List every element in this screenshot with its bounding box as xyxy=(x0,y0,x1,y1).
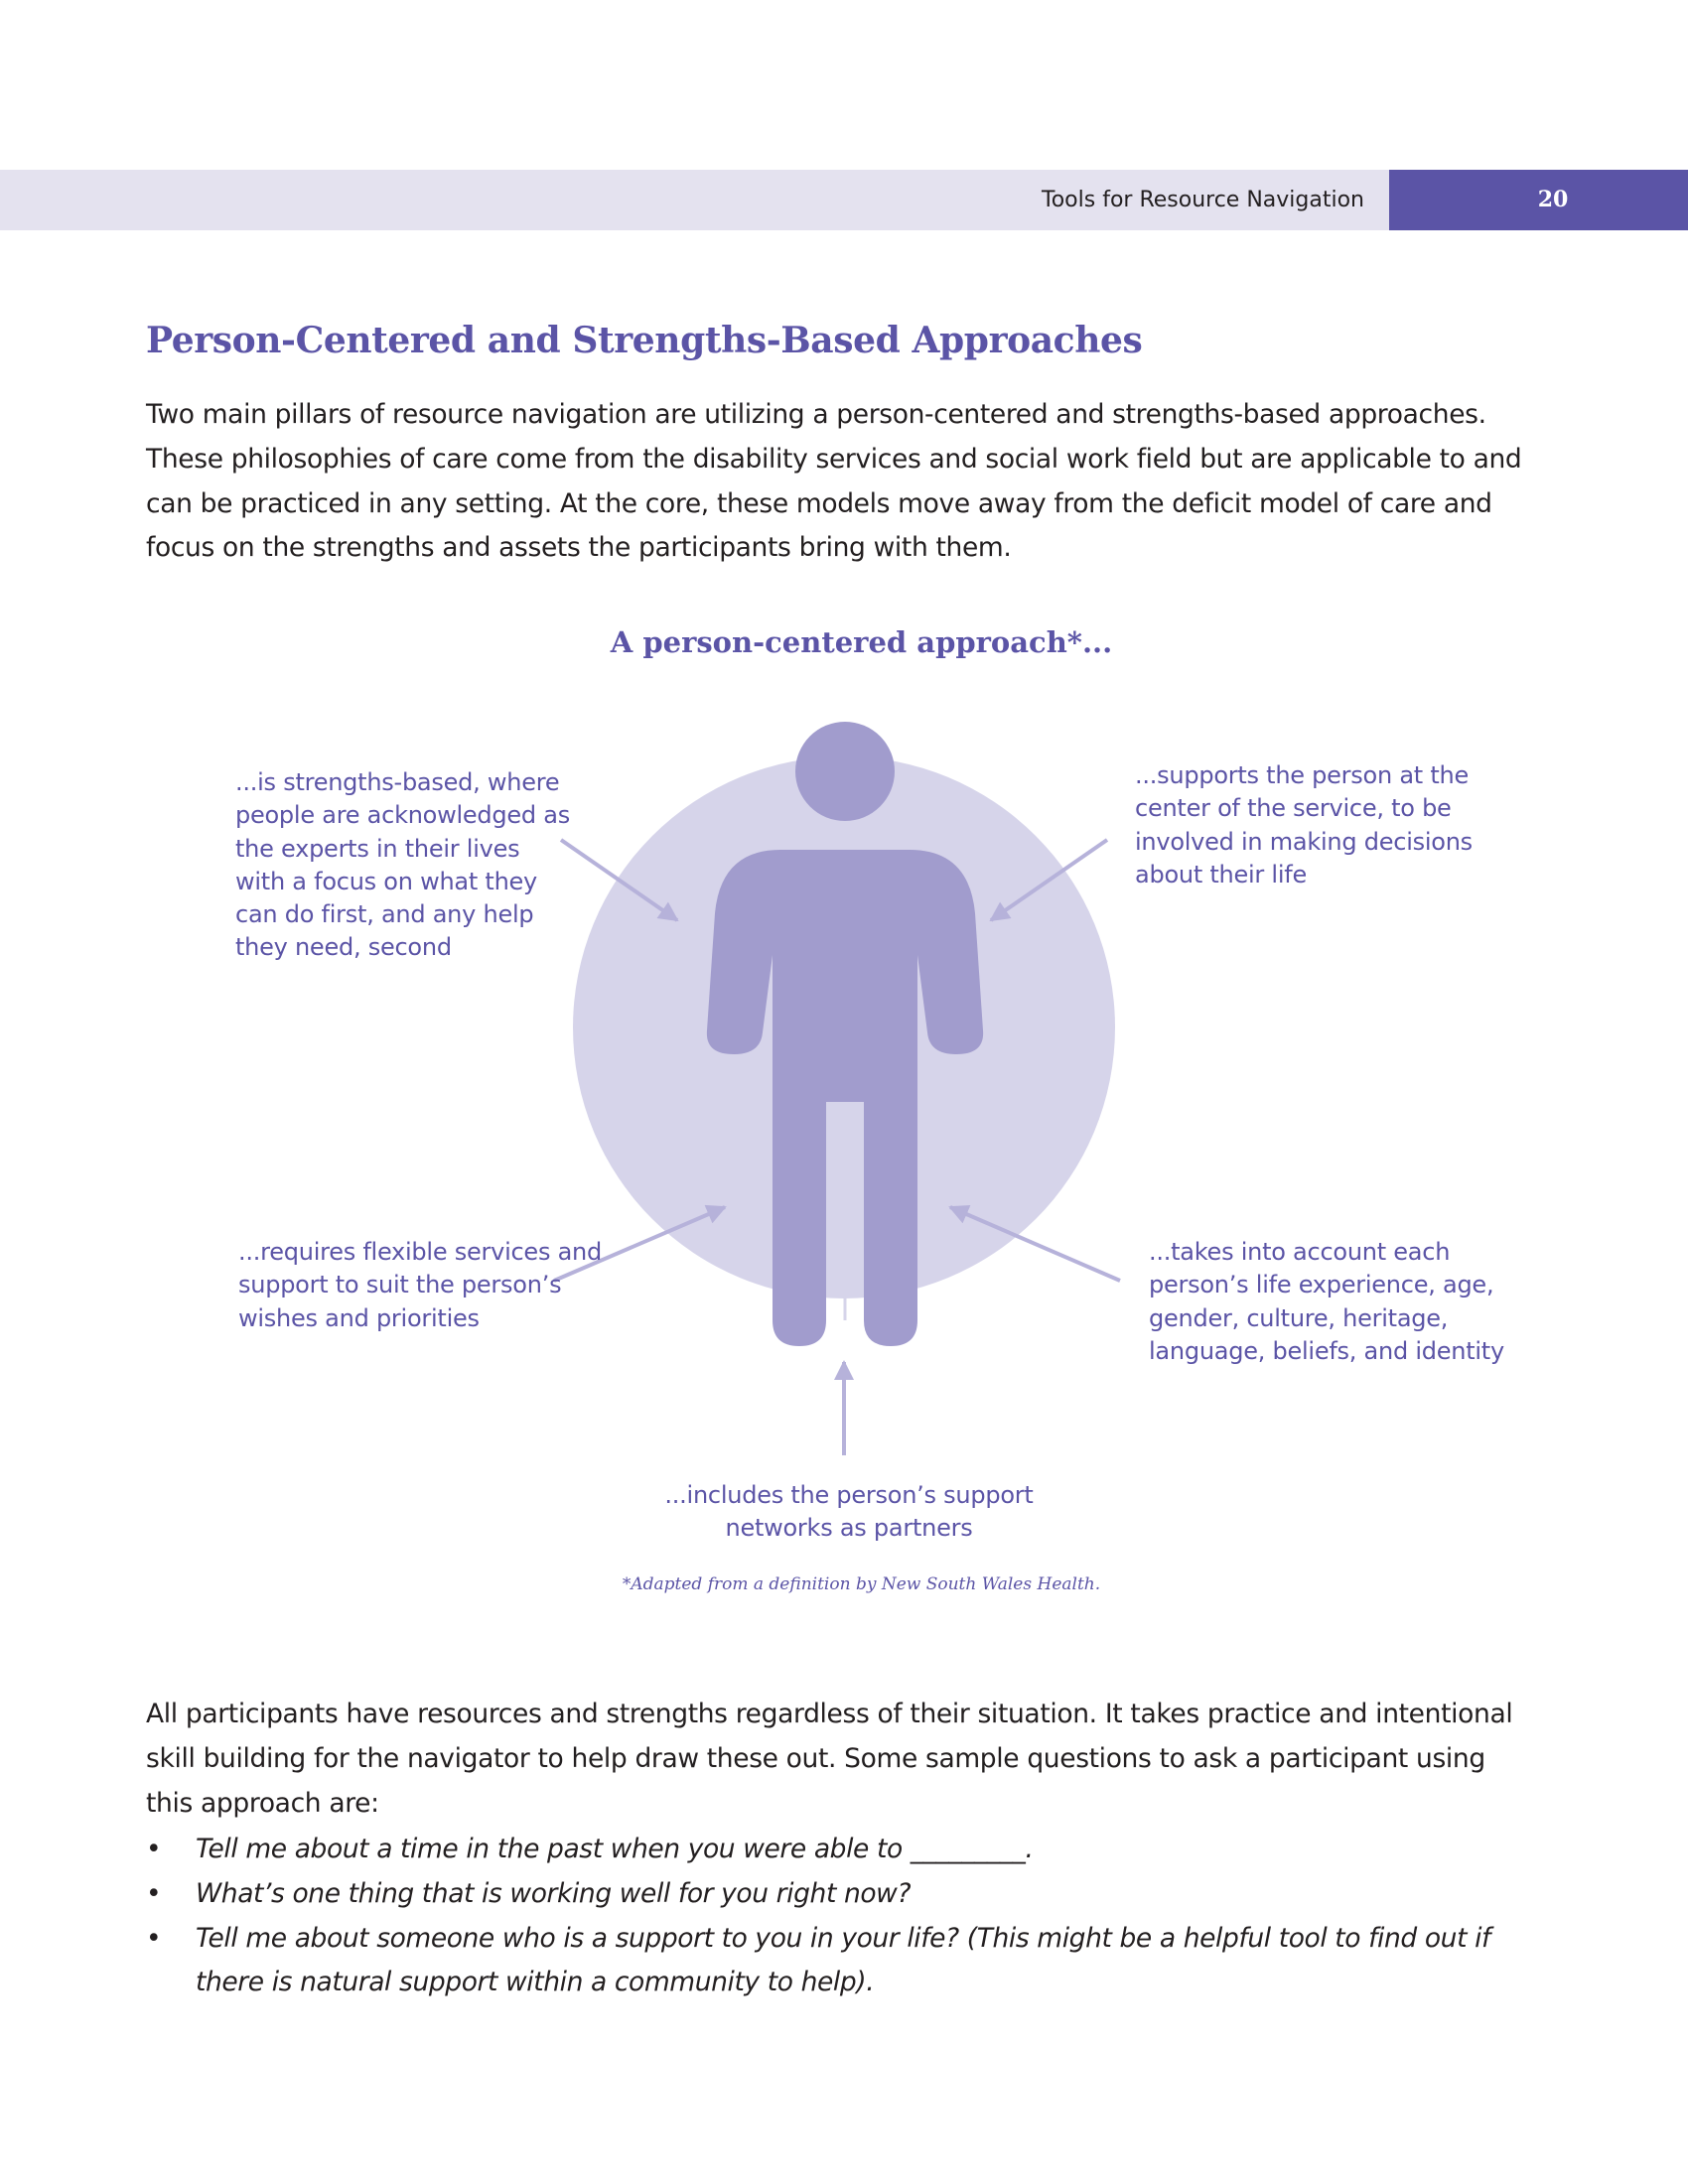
list-item xyxy=(146,1828,1536,1872)
header-title: Tools for Resource Navigation xyxy=(1042,188,1364,212)
callout-strengths-based: ...is strengths-based, where people are acknowledged as the experts in their lives with a focus on what they can do first, and any help they need, second xyxy=(235,768,570,962)
section-heading: Person-Centered and Strengths-Based Approaches xyxy=(146,320,1143,361)
body-paragraph: All participants have resources and strengths regardless of their situation. It takes practice and intentional skill building for the navigator to help draw these out. Some sample questions to ask a participant using this approach are: xyxy=(146,1699,1513,1819)
bullet-icon: • xyxy=(146,1834,162,1864)
page-number: 20 xyxy=(1537,187,1569,212)
diagram-title: A person-centered approach*... xyxy=(610,625,1113,659)
question-text: Tell me about someone who is a support to you in your life? (This might be a helpful tool to find out if there is natural support within a community to help). xyxy=(196,1922,1490,1998)
callout-person-at-center: ...supports the person at the center of the service, to be involved in making decisions about their life xyxy=(1135,761,1473,888)
sample-questions-list xyxy=(146,1828,1536,2005)
list-item xyxy=(146,1917,1536,2006)
bullet-icon: • xyxy=(146,1877,162,1909)
callout-flexible-services: ...requires flexible services and support to suit the person’s wishes and priorities xyxy=(238,1238,602,1332)
callout-life-experience: ...takes into account each person’s life experience, age, gender, culture, heritage, language, beliefs, and identity xyxy=(1149,1238,1504,1365)
question-text: What’s one thing that is working well for you right now? xyxy=(196,1877,912,1909)
list-item xyxy=(146,1872,1536,1917)
diagram-footnote: *Adapted from a definition by New South Wales Health. xyxy=(622,1574,1101,1594)
question-text: Tell me about a time in the past when you were able to _________. xyxy=(196,1834,1034,1864)
callout-support-networks: ...includes the person’s support networks as partners xyxy=(664,1481,1034,1543)
intro-paragraph: Two main pillars of resource navigation are utilizing a person-centered and strengths-based approaches. These philosophies of care come from the disability services and social work field but are applicable to and can be practiced in any setting. At the core, these models move away from the deficit model of care and focus on the strengths and assets the participants bring with them. xyxy=(146,399,1522,564)
bullet-icon: • xyxy=(146,1922,162,1954)
